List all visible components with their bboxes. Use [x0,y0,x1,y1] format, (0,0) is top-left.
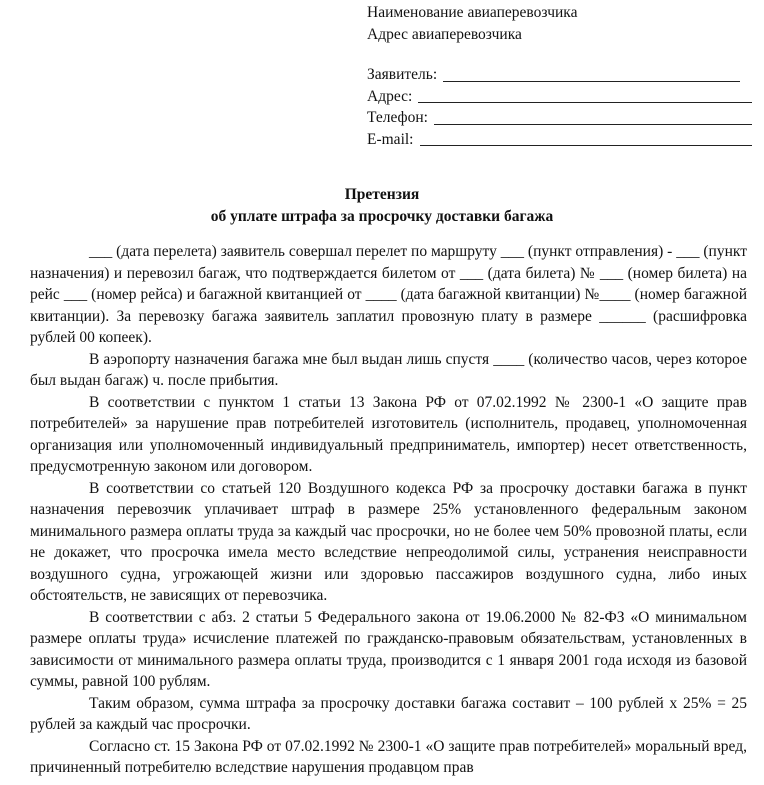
applicant-label: Заявитель: [367,66,438,83]
title-line-2: об уплате штрафа за просрочку доставки багажа [210,207,554,225]
paragraph-flight-details: ___ (дата перелета) заявитель совершал перелет по маршруту ___ (пункт отправления) - ___ (пункт назначения) и перевозил багаж, что подтверждается билетом от ___ (дата билета) № ___ (номер билета) на рейс ___ (номер рейса) и багажной квитанцией от ____ (дата багажной квитанции) №____ (номер багажной квитанции). За перевозку багажа заявитель заплатил провозную плату в размере ______ (расшифровка рублей 00 копеек). [30,243,747,346]
document-title [0,184,764,227]
address-field-row [367,86,752,108]
recipient-header [367,2,752,45]
carrier-address: Адрес авиаперевозчика [367,25,522,43]
paragraph-consumer-law: В соответствии с пунктом 1 статьи 13 Закона РФ от 07.02.1992 № 2300-1 «О защите прав потребителей» за нарушение прав потребителей изготовитель (исполнитель, продавец, уполномоченная организация или уполномоченный индивидуальный предприниматель, импортер) несет ответственность, предусмотренную законом или договором. [30,393,747,475]
email-label: E-mail: [367,130,414,148]
paragraph-moral-damage: Согласно ст. 15 Закона РФ от 07.02.1992 № 2300-1 «О защите прав потребителей» моральный вред, причиненный потребителю вследствие нарушения продавцом прав [30,737,747,776]
address-blank-line [418,102,752,103]
paragraph-fine-calculation: Таким образом, сумма штрафа за просрочку доставки багажа составит – 100 рублей х 25% = 25 рублей за каждый час просрочки. [30,694,747,733]
email-blank-line [420,145,753,146]
email-field-row [367,129,752,151]
title-line-1: Претензия [344,186,420,203]
phone-label: Телефон: [367,109,428,126]
paragraph-min-wage-law: В соответствии с абз. 2 статьи 5 Федерального закона от 19.06.2000 № 82-ФЗ «О минимальном размере оплаты труда» исчисление платежей по гражданско-правовым обязательствам, установленных в зависимости от минимального размера оплаты труда, производится с 1 января 2001 года исходя из базовой суммы, равной 100 рублям. [30,608,747,690]
applicant-fields [367,64,752,150]
paragraph-air-code: В соответствии со статьей 120 Воздушного кодекса РФ за просрочку доставки багажа в пункт назначения перевозчик уплачивает штраф в размере 25% установленного федеральным законом минимального размера оплаты труда за каждый час просрочки, но не более чем 50% провозной платы, если не докажет, что просрочка имела место вследствие непреодолимой силы, устранения неисправности воздушного судна, угрожающей жизни или здоровью пассажиров воздушного судна, либо иных обстоятельств, не зависящих от перевозчика. [30,479,747,604]
carrier-name: Наименование авиаперевозчика [367,4,578,21]
applicant-field-row [367,64,752,86]
claim-body [30,241,747,779]
address-label: Адрес: [367,87,413,105]
phone-field-row [367,107,752,129]
applicant-blank-line [443,81,740,82]
paragraph-baggage-delay: В аэропорту назначения багажа мне был выдан лишь спустя ____ (количество часов, через которое был выдан багаж) ч. после прибытия. [30,350,747,389]
phone-blank-line [434,124,752,125]
